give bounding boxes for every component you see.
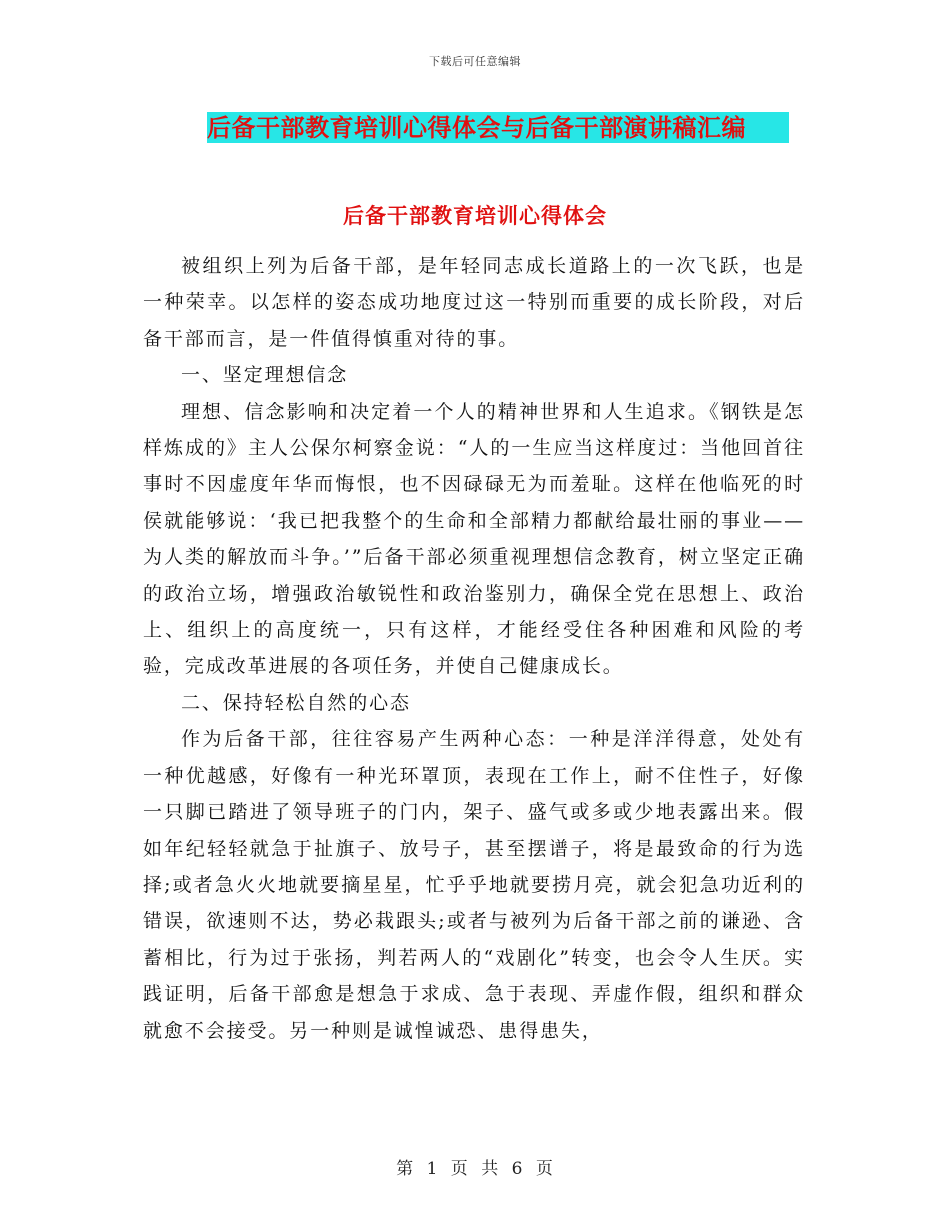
page-footer: 第 1 页 共 6 页 [396,1159,554,1179]
heading-2: 二、保持轻松自然的心态 [181,691,411,714]
page-header-note: 下载后可任意编辑 [429,55,521,68]
main-title: 后备干部教育培训心得体会与后备干部演讲稿汇编 [207,113,746,142]
document-body [143,248,805,1049]
paragraph-intro: 被组织上列为后备干部，是年轻同志成长道路上的一次飞跃，也是一种荣幸。以怎样的姿态成功地度过这一特别而重要的成长阶段，对后备干部而言，是一件值得慎重对待的事。 [143,255,805,350]
section-title: 后备干部教育培训心得体会 [343,203,607,228]
paragraph-ideals: 理想、信念影响和决定着一个人的精神世界和人生追求。《钢铁是怎样炼成的》主人公保尔柯察金说：“人的一生应当这样度过：当他回首往事时不因虚度年华而悔恨，也不因碌碌无为而羞耻。这样在他临死的时侯就能够说：‘我已把我整个的生命和全部精力都献给最壮丽的事业——为人类的解放而斗争。’”后备干部必须重视理想信念教育，树立坚定正确的政治立场，增强政治敏锐性和政治鉴别力，确保全党在思想上、政治上、组织上的高度统一，只有这样，才能经受住各种困难和风险的考验，完成改革进展的各项任务，并使自己健康成长。 [143,400,805,678]
heading-1: 一、坚定理想信念 [181,364,349,387]
main-title-highlight [207,112,789,143]
paragraph-mindset: 作为后备干部，往往容易产生两种心态：一种是洋洋得意，处处有一种优越感，好像有一种光环罩顶，表现在工作上，耐不住性子，好像一只脚已踏进了领导班子的门内，架子、盛气或多或少地表露出来。假如年纪轻轻就急于扯旗子、放号子，甚至摆谱子，将是最致命的行为选择;或者急火火地就要摘星星，忙乎乎地就要捞月亮，就会犯急功近利的错误，欲速则不达，势必栽跟头;或者与被列为后备干部之前的谦逊、含蓄相比，行为过于张扬，判若两人的“戏剧化”转变，也会令人生厌。实践证明，后备干部愈是想急于求成、急于表现、弄虚作假，组织和群众就愈不会接受。另一种则是诚惶诚恐、患得患失， [143,728,805,1042]
